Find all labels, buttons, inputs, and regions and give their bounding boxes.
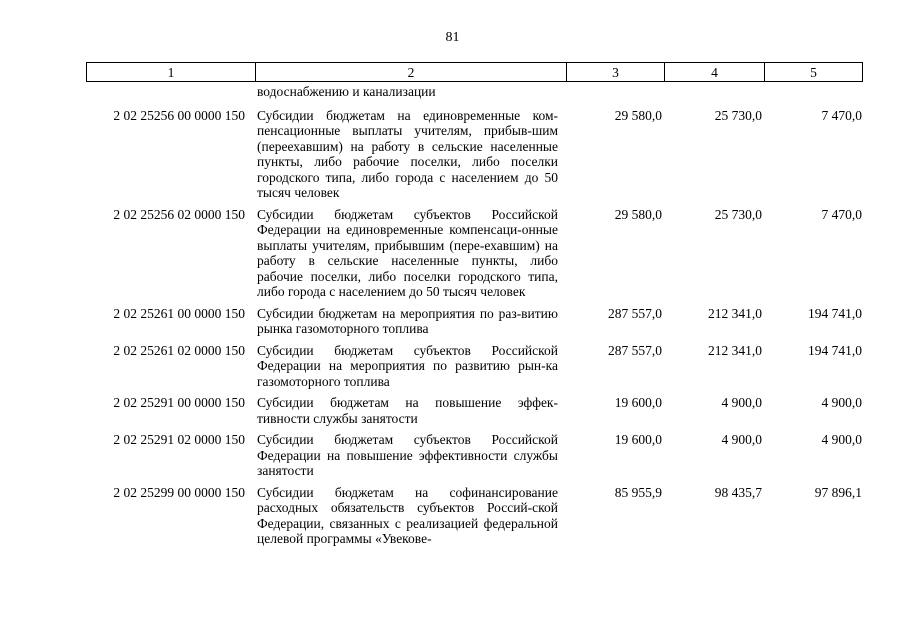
header-col-1: 1 bbox=[87, 63, 256, 81]
table-row bbox=[86, 306, 863, 337]
table-row bbox=[86, 395, 863, 426]
row-value-col5: 4 900,0 bbox=[821, 432, 862, 447]
row-value-col4: 212 341,0 bbox=[708, 305, 762, 321]
table-header bbox=[86, 62, 863, 82]
row-value-col3: 19 600,0 bbox=[614, 432, 662, 447]
row-code: 2 02 25261 00 0000 150 bbox=[113, 305, 245, 321]
row-value-col5: 194 741,0 bbox=[808, 342, 862, 358]
row-code bbox=[86, 84, 255, 100]
row-value-col5: 7 470,0 bbox=[821, 206, 862, 222]
row-code: 2 02 25256 02 0000 150 bbox=[113, 206, 245, 222]
row-code: 2 02 25256 00 0000 150 bbox=[113, 107, 245, 123]
row-description: Субсидии бюджетам субъектов Российской Федерации на повышение эффективности службы занятости bbox=[257, 432, 558, 478]
row-value-col4: 25 730,0 bbox=[714, 107, 762, 123]
row-description: Субсидии бюджетам на повышение эффек-тивности службы занятости bbox=[257, 395, 558, 426]
table-row bbox=[86, 207, 863, 300]
row-description: водоснабжению и канализации bbox=[257, 84, 436, 99]
row-description: Субсидии бюджетам на мероприятия по раз-витию рынка газомоторного топлива bbox=[257, 305, 558, 336]
row-code: 2 02 25291 02 0000 150 bbox=[113, 432, 245, 447]
row-description: Субсидии бюджетам на софинансирование расходных обязательств субъектов Россий-ской Федерации, связанных с реализацией федеральной целевой программы «Увекове- bbox=[257, 484, 558, 546]
row-description: Субсидии бюджетам на единовременные ком-пенсационные выплаты учителям, прибыв-шим (переехавшим) на работу в сельские населенные пункты, либо рабочие поселки, либо поселки городского типа, либо города с населением до 50 тысяч человек bbox=[257, 107, 558, 200]
table-row-continued bbox=[86, 84, 863, 100]
row-code: 2 02 25299 00 0000 150 bbox=[113, 484, 245, 500]
row-code: 2 02 25261 02 0000 150 bbox=[113, 342, 245, 358]
header-col-5: 5 bbox=[810, 65, 817, 80]
row-value-col3: 19 600,0 bbox=[614, 395, 662, 410]
row-value-col4: 25 730,0 bbox=[714, 206, 762, 222]
row-value-col5: 7 470,0 bbox=[821, 107, 862, 123]
header-col-4: 4 bbox=[665, 63, 765, 81]
table-row bbox=[86, 485, 863, 547]
header-col-2: 2 bbox=[256, 63, 567, 81]
row-value-col3: 85 955,9 bbox=[614, 484, 662, 500]
row-description: Субсидии бюджетам субъектов Российской Федерации на единовременные компенсаци-онные выплаты учителям, прибывшим (пере-ехавшим) на работу в сельские населенные пункты, либо рабочие поселки, либо поселки городского типа, либо города с населением до 50 тысяч человек bbox=[257, 206, 558, 299]
row-value-col3: 287 557,0 bbox=[608, 342, 662, 358]
row-value-col5: 97 896,1 bbox=[814, 484, 862, 500]
header-col-3: 3 bbox=[567, 63, 665, 81]
table-row bbox=[86, 343, 863, 390]
row-value-col5: 4 900,0 bbox=[821, 395, 862, 410]
page-number: 81 bbox=[445, 30, 460, 45]
row-description: Субсидии бюджетам субъектов Российской Федерации на мероприятия по развитию рын-ка газомоторного топлива bbox=[257, 342, 558, 389]
row-value-col4: 98 435,7 bbox=[714, 484, 762, 500]
row-value-col4: 4 900,0 bbox=[721, 395, 762, 410]
row-value-col5: 194 741,0 bbox=[808, 305, 862, 321]
table-row bbox=[86, 432, 863, 479]
row-code: 2 02 25291 00 0000 150 bbox=[113, 395, 245, 410]
row-value-col3: 29 580,0 bbox=[614, 206, 662, 222]
table-body bbox=[86, 84, 863, 553]
table-row bbox=[86, 108, 863, 201]
row-value-col3: 29 580,0 bbox=[614, 107, 662, 123]
row-value-col3: 287 557,0 bbox=[608, 305, 662, 321]
row-value-col4: 212 341,0 bbox=[708, 342, 762, 358]
row-value-col4: 4 900,0 bbox=[721, 432, 762, 447]
